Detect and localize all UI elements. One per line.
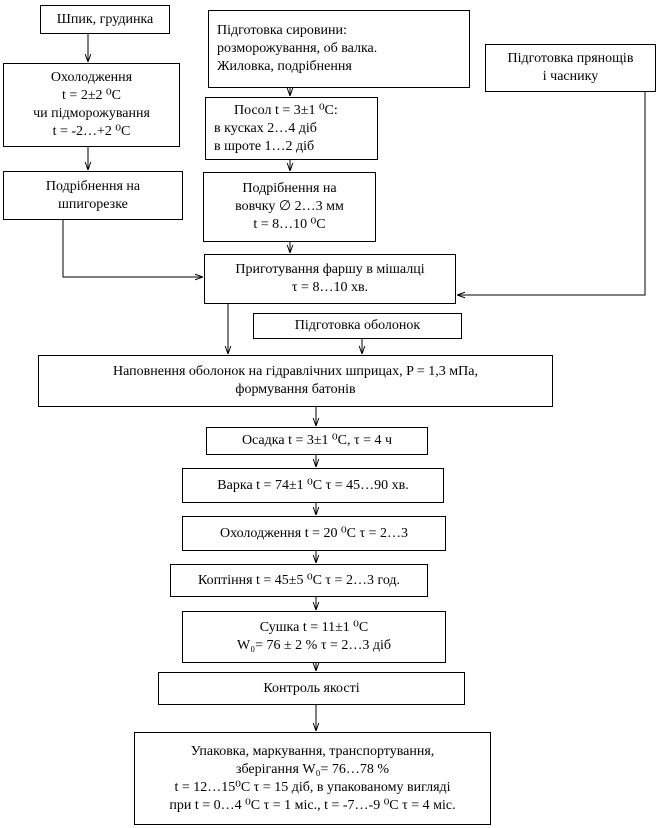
step-fat-text: Шпик, грудинка [56,11,154,27]
step-smoking-text: Коптіння t = 45±5 ⁰C τ = 2…3 год. [197,572,401,588]
step-salting-text: в шроте 1…2 діб [214,138,315,154]
step-chilling-text: чи підморожування [33,106,150,121]
step-packaging-text: t = 12…15⁰C τ = 15 діб, в упакованому вигляді [174,779,451,795]
step-casing-prep-box [253,313,462,339]
step-grinding-text: t = 8…10 ⁰C [253,217,326,232]
step-salting-box [205,97,378,160]
step-chilling-text: t = -2…+2 ⁰C [52,124,131,139]
step-salting-text: в кусках 2…4 діб [214,120,317,136]
step-stuffing-box [38,355,553,407]
step-spice-prep-box [485,44,656,92]
step-chilling-text: Охолодження [50,70,133,85]
step-drying-text: Сушка t = 11±1 ⁰C [259,620,369,635]
arrow-fat-cutting-to-mixing [63,220,203,277]
step-grinding-text: вовчку ∅ 2…3 мм [235,199,344,214]
step-fat-cutting-text: Подрібнення на [45,178,141,194]
step-quality-text: Контроль якості [263,680,360,696]
step-packaging-box [134,732,491,825]
step-drying-text: W₀= 76 ± 2 % τ = 2…3 діб [237,638,391,653]
step-spice-prep-text: Підготовка прянощів [507,51,634,66]
step-raw-prep-text: Підготовка сировини: [217,23,347,38]
step-packaging-text: зберігання W₀= 76…78 % [235,761,390,777]
step-packaging-text: Упаковка, маркування, транспортування, [190,743,435,759]
step-cooling-text: Охолодження t = 20 ⁰C τ = 2…3 [220,525,408,541]
step-salting-text: Посол t = 3±1 ⁰C: [234,102,338,118]
step-fat-box [40,5,170,34]
step-chilling-box [3,63,180,147]
step-raw-prep-text: розморожування, об валка. [217,41,378,56]
arrow-spice-prep-to-mixing [457,92,645,295]
step-grinding-text: Подрібнення на [242,181,337,196]
step-smoking-box [170,564,428,597]
step-mixing-box [204,254,456,304]
step-cooking-box [182,468,444,503]
step-quality-box [158,672,465,705]
step-raw-prep-text: Жиловка, подрібнення [217,59,352,74]
step-settling-box [206,427,428,455]
step-casing-prep-text: Підготовка оболонок [294,318,421,333]
step-cooling-box [182,516,446,551]
step-grinding-box [203,172,376,242]
step-stuffing-text: формування батонів [235,382,356,397]
step-drying-box [182,611,446,663]
step-mixing-text: τ = 8…10 хв. [291,280,369,295]
step-spice-prep-text: і часнику [542,69,599,84]
step-settling-text: Осадка t = 3±1 ⁰C, τ = 4 ч [241,433,393,448]
step-cooking-text: Варка t = 74±1 ⁰C τ = 45…90 хв. [217,477,409,493]
step-chilling-text: t = 2±2 ⁰C [62,88,121,103]
step-fat-cutting-text: шпигорезке [58,196,128,212]
step-stuffing-text: Наповнення оболонок на гідравлічних шприцах, P = 1,3 мПа, [113,364,478,379]
step-mixing-text: Приготування фаршу в мішалці [235,262,425,277]
step-raw-prep-box [208,10,470,88]
step-fat-cutting-box [3,171,183,220]
step-packaging-text: при t = 0…4 ⁰C τ = 1 міс., t = -7…-9 ⁰C τ = 4 міс. [169,797,456,813]
